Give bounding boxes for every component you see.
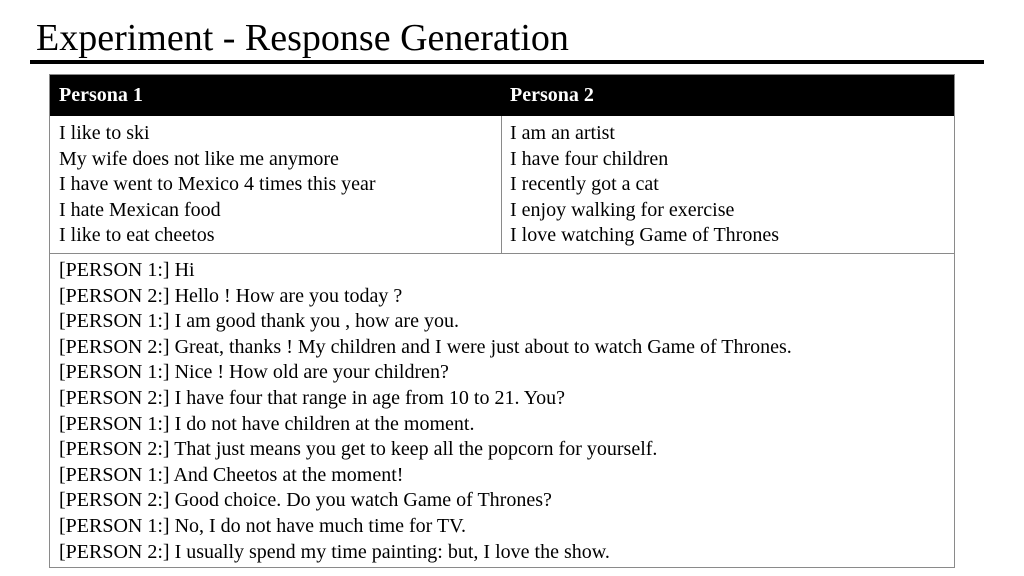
- dialogue-transcript: [59, 258, 792, 565]
- persona-1-trait: I hate Mexican food: [59, 198, 221, 221]
- persona-1-trait: I have went to Mexico 4 times this year: [59, 173, 376, 196]
- persona-1-trait: I like to eat cheetos: [59, 224, 215, 247]
- dialogue-line: [PERSON 1:] Hi: [59, 259, 195, 281]
- row-divider: [50, 253, 954, 254]
- persona-2-trait: I have four children: [510, 147, 669, 170]
- persona-1-traits: [59, 121, 376, 249]
- dialogue-line: [PERSON 2:] I have four that range in age from 10 to 21. You?: [59, 386, 566, 409]
- dialogue-line: [PERSON 1:] Nice ! How old are your children?: [59, 361, 449, 384]
- dialogue-line: [PERSON 1:] I do not have children at the moment.: [59, 412, 475, 435]
- persona-2-trait: I love watching Game of Thrones: [510, 224, 779, 247]
- header-persona-2: Persona 2: [510, 84, 594, 106]
- dialogue-line: [PERSON 2:] Hello ! How are you today ?: [59, 284, 403, 307]
- persona-1-trait: I like to ski: [59, 122, 150, 144]
- persona-dialogue-table: [49, 74, 955, 568]
- dialogue-line: [PERSON 2:] That just means you get to keep all the popcorn for yourself.: [59, 438, 658, 461]
- dialogue-line: [PERSON 1:] No, I do not have much time for TV.: [59, 514, 467, 537]
- persona-2-trait: I enjoy walking for exercise: [510, 198, 735, 221]
- header-persona-1: Persona 1: [59, 84, 143, 106]
- dialogue-line: [PERSON 2:] Great, thanks ! My children and I were just about to watch Game of Thrones.: [59, 335, 792, 358]
- table-header-row: [50, 75, 954, 116]
- persona-2-trait: I am an artist: [510, 122, 615, 144]
- dialogue-line: [PERSON 2:] Good choice. Do you watch Game of Thrones?: [59, 489, 552, 512]
- dialogue-line: [PERSON 1:] And Cheetos at the moment!: [59, 463, 404, 486]
- title-underline: [30, 60, 984, 64]
- dialogue-line: [PERSON 2:] I usually spend my time painting: but, I love the show.: [59, 540, 610, 563]
- slide-title: Experiment - Response Generation: [36, 17, 569, 59]
- persona-1-trait: My wife does not like me anymore: [59, 147, 339, 170]
- persona-2-traits: [510, 121, 779, 249]
- dialogue-line: [PERSON 1:] I am good thank you , how are you.: [59, 310, 459, 333]
- column-divider: [501, 116, 502, 253]
- persona-2-trait: I recently got a cat: [510, 173, 659, 196]
